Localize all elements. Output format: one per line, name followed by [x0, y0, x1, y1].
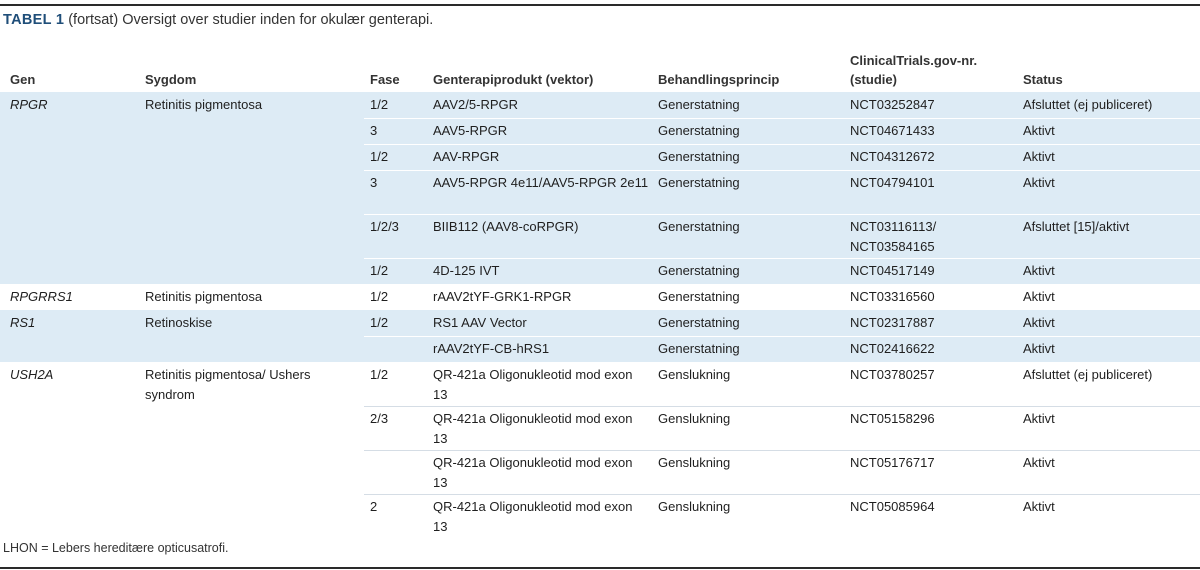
- col-nct: [850, 51, 977, 89]
- status-cell: Aktivt: [1023, 341, 1055, 356]
- col-gen: Gen: [10, 72, 36, 87]
- produkt-cell: rAAV2tYF-GRK1-RPGR: [433, 289, 572, 304]
- table-label: TABEL 1: [3, 12, 65, 28]
- produkt-cell: QR-421a Oligonukleotid mod exon 13: [433, 499, 633, 534]
- fase-cell: 1/2: [370, 367, 389, 382]
- fase-cell: 3: [370, 175, 378, 190]
- produkt-cell: BIIB112 (AAV8-coRPGR): [433, 219, 579, 234]
- produkt-cell: AAV-RPGR: [433, 149, 500, 164]
- nct-cell: NCT05158296: [850, 411, 935, 426]
- status-cell: Aktivt: [1023, 499, 1055, 514]
- princip-cell: Generstatning: [658, 149, 740, 164]
- table-row: [0, 92, 1200, 118]
- col-fase: Fase: [370, 72, 400, 87]
- table-row: [0, 310, 1200, 336]
- top-rule: [0, 4, 1200, 6]
- status-cell: Aktivt: [1023, 149, 1055, 164]
- nct-cell: NCT04671433: [850, 123, 935, 138]
- produkt-cell: 4D-125 IVT: [433, 263, 500, 278]
- status-cell: Aktivt: [1023, 289, 1055, 304]
- fase-cell: 1/2/3: [370, 219, 399, 234]
- sygdom-cell: Retinitis pigmentosa/ Ushers syndrom: [145, 367, 311, 402]
- col-sygdom: Sygdom: [145, 72, 197, 87]
- nct-cell: NCT03316560: [850, 289, 935, 304]
- sygdom-cell: Retinitis pigmentosa: [145, 97, 263, 112]
- produkt-cell: QR-421a Oligonukleotid mod exon 13: [433, 455, 633, 490]
- nct-cell: NCT04794101: [850, 175, 935, 190]
- status-cell: Aktivt: [1023, 123, 1055, 138]
- produkt-cell: QR-421a Oligonukleotid mod exon 13: [433, 367, 633, 402]
- nct-cell: NCT03252847: [850, 97, 935, 112]
- princip-cell: Genslukning: [658, 367, 731, 382]
- table-row: [0, 336, 1200, 362]
- status-cell: Afsluttet (ej publiceret): [1023, 367, 1153, 382]
- status-cell: Aktivt: [1023, 411, 1055, 426]
- col-produkt: Genterapiprodukt (vektor): [433, 72, 594, 87]
- nct-cell: NCT02416622: [850, 341, 935, 356]
- princip-cell: Generstatning: [658, 175, 740, 190]
- group-rpgr: [0, 92, 1200, 284]
- table-row: [0, 144, 1200, 170]
- bottom-rule: [0, 567, 1200, 569]
- table-row: [0, 170, 1200, 214]
- princip-cell: Generstatning: [658, 97, 740, 112]
- fase-cell: 1/2: [370, 289, 389, 304]
- status-cell: Afsluttet [15]/aktivt: [1023, 219, 1130, 234]
- group-ush2a: [0, 362, 1200, 538]
- sygdom-cell: Retinoskise: [145, 315, 213, 330]
- produkt-cell: AAV5-RPGR 4e11/AAV5-RPGR 2e11: [433, 175, 649, 190]
- nct-cell: NCT02317887: [850, 315, 935, 330]
- table-row: [0, 406, 1200, 450]
- status-cell: Afsluttet (ej publiceret): [1023, 97, 1153, 112]
- status-cell: Aktivt: [1023, 315, 1055, 330]
- table-footnote: LHON = Lebers hereditære opticusatrofi.: [3, 541, 229, 555]
- status-cell: Aktivt: [1023, 263, 1055, 278]
- fase-cell: 1/2: [370, 263, 389, 278]
- princip-cell: Generstatning: [658, 123, 740, 138]
- nct-cell: NCT04517149: [850, 263, 935, 278]
- table-body: [0, 92, 1200, 538]
- princip-cell: Generstatning: [658, 263, 740, 278]
- gen-cell: USH2A: [10, 367, 54, 382]
- princip-cell: Generstatning: [658, 341, 740, 356]
- nct-cell: NCT03780257: [850, 367, 935, 382]
- produkt-cell: RS1 AAV Vector: [433, 315, 527, 330]
- group-rpgrrs1: [0, 284, 1200, 310]
- gen-cell: RS1: [10, 315, 36, 330]
- fase-cell: 2: [370, 499, 378, 514]
- fase-cell: 1/2: [370, 149, 389, 164]
- fase-cell: 3: [370, 123, 378, 138]
- princip-cell: Generstatning: [658, 219, 740, 234]
- princip-cell: Genslukning: [658, 499, 731, 514]
- gen-cell: RPGR: [10, 97, 48, 112]
- gen-cell: RPGRRS1: [10, 289, 73, 304]
- status-cell: Aktivt: [1023, 455, 1055, 470]
- fase-cell: 1/2: [370, 315, 389, 330]
- table-caption: [3, 12, 433, 28]
- fase-cell: 2/3: [370, 411, 389, 426]
- table-row: [0, 284, 1200, 310]
- sygdom-cell: Retinitis pigmentosa: [145, 289, 263, 304]
- caption-text: (fortsat) Oversigt over studier inden for okulær genterapi.: [64, 12, 434, 28]
- col-nct-line2: (studie): [850, 72, 897, 87]
- princip-cell: Genslukning: [658, 455, 731, 470]
- nct-cell: NCT05176717: [850, 455, 935, 470]
- table-header: [0, 44, 1200, 92]
- table-row: [0, 258, 1200, 284]
- status-cell: Aktivt: [1023, 175, 1055, 190]
- group-rs1: [0, 310, 1200, 362]
- princip-cell: Genslukning: [658, 411, 731, 426]
- table-row: [0, 494, 1200, 538]
- produkt-cell: rAAV2tYF-CB-hRS1: [433, 341, 550, 356]
- nct-cell: NCT03116113/ NCT03584165: [850, 219, 937, 254]
- table-row: [0, 362, 1200, 406]
- fase-cell: 1/2: [370, 97, 389, 112]
- princip-cell: Generstatning: [658, 315, 740, 330]
- table-row: [0, 118, 1200, 144]
- produkt-cell: QR-421a Oligonukleotid mod exon 13: [433, 411, 633, 446]
- nct-cell: NCT05085964: [850, 499, 935, 514]
- produkt-cell: AAV2/5-RPGR: [433, 97, 519, 112]
- produkt-cell: AAV5-RPGR: [433, 123, 508, 138]
- table-row: [0, 450, 1200, 494]
- table-row: [0, 214, 1200, 258]
- col-princip: Behandlingsprincip: [658, 72, 780, 87]
- col-nct-line1: ClinicalTrials.gov-nr.: [850, 53, 978, 68]
- col-status: Status: [1023, 72, 1063, 87]
- princip-cell: Generstatning: [658, 289, 740, 304]
- nct-cell: NCT04312672: [850, 149, 935, 164]
